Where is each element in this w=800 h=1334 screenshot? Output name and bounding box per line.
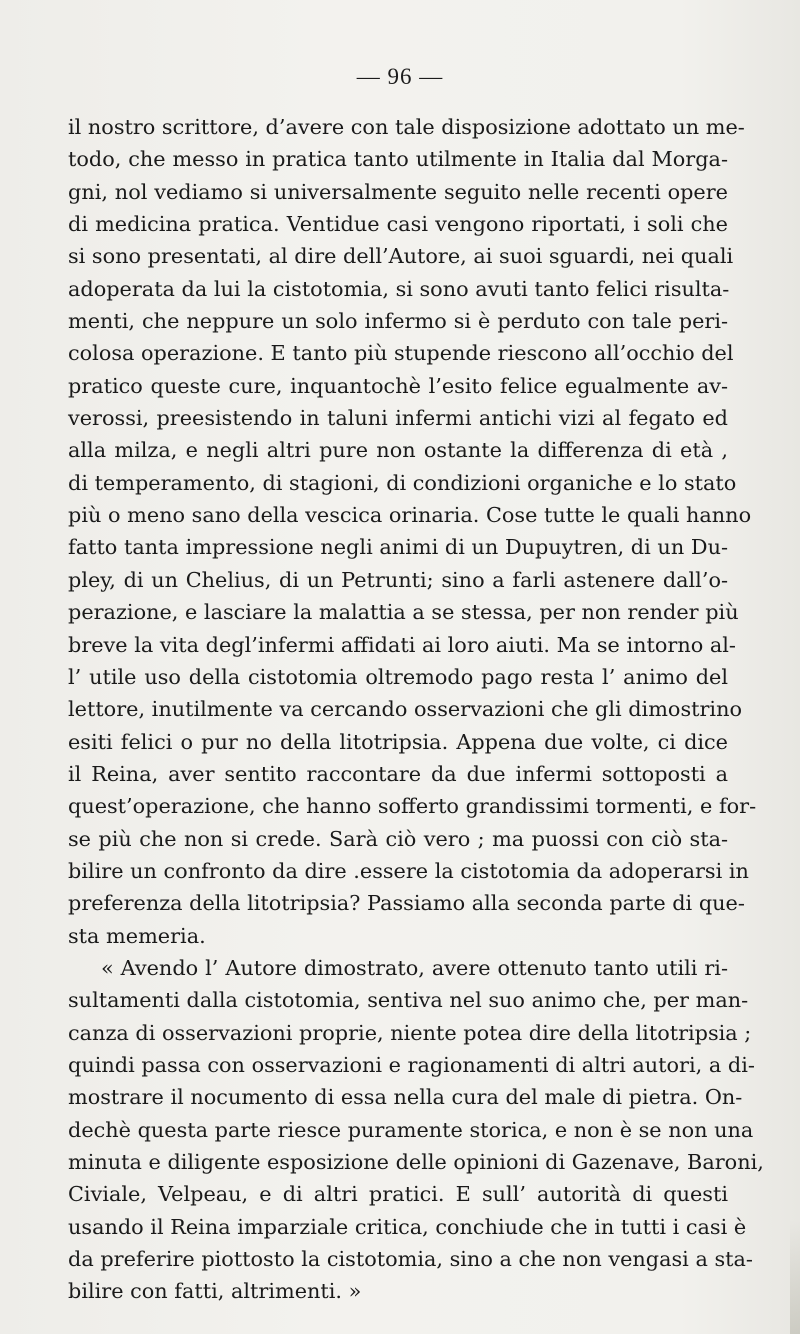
text-line: più o meno sano della vescica orinaria. Cose tutte le quali hanno: [68, 503, 752, 528]
text-line: « Avendo l’ Autore dimostrato, avere ottenuto tanto utili ri-: [101, 955, 728, 980]
text-line: bilire un confronto da dire .essere la cistotomia da adoperarsi in: [68, 858, 749, 883]
body-text: [68, 111, 764, 1308]
text-line: pratico queste cure, inquantochè l’esito felice egualmente av-: [68, 373, 728, 398]
text-line: Civiale, Velpeau, e di altri pratici. E sull’ autorità di questi: [68, 1182, 728, 1207]
text-line: sta memeria.: [68, 923, 206, 948]
text-line: il Reina, aver sentito raccontare da due infermi sottoposti a: [68, 761, 728, 786]
paragraph: [68, 952, 764, 1308]
text-line: bilire con fatti, altrimenti. »: [68, 1279, 362, 1304]
text-line: fatto tanta impressione negli animi di un Dupuytren, di un Du-: [68, 535, 728, 560]
text-line: esiti felici o pur no della litotripsia. Appena due volte, ci dice: [68, 729, 728, 754]
text-line: pley, di un Chelius, di un Petrunti; sino a farli astenere dall’o-: [68, 567, 728, 592]
text-line: dechè questa parte riesce puramente storica, e non è se non una: [68, 1117, 754, 1142]
text-line: quindi passa con osservazioni e ragionamenti di altri autori, a di-: [68, 1052, 755, 1077]
text-line: sultamenti dalla cistotomia, sentiva nel suo animo che, per man-: [68, 988, 749, 1013]
text-line: canza di osservazioni proprie, niente potea dire della litotripsia ;: [68, 1020, 752, 1045]
text-line: il nostro scrittore, d’avere con tale disposizione adottato un me-: [68, 115, 745, 139]
text-line: lettore, inutilmente va cercando osservazioni che gli dimostrino: [68, 697, 742, 722]
text-line: di temperamento, di stagioni, di condizioni organiche e lo stato: [68, 470, 737, 495]
text-line: alla milza, e negli altri pure non ostante la differenza di età ,: [68, 438, 728, 463]
text-line: mostrare il nocumento di essa nella cura del male di pietra. On-: [68, 1085, 743, 1110]
text-line: verossi, preesistendo in taluni infermi antichi vizi al fegato ed: [68, 406, 728, 431]
text-line: l’ utile uso della cistotomia oltremodo pago resta l’ animo del: [68, 664, 728, 689]
text-line: minuta e diligente esposizione delle opinioni di Gazenave, Baroni,: [68, 1150, 764, 1174]
text-line: quest’operazione, che hanno sofferto grandissimi tormenti, e for-: [68, 794, 757, 819]
paragraph: [68, 111, 757, 952]
text-line: colosa operazione. E tanto più stupende riescono all’occhio del: [68, 341, 734, 366]
text-line: adoperata da lui la cistotomia, si sono avuti tanto felici risulta-: [68, 276, 730, 301]
text-line: di medicina pratica. Ventidue casi vengono riportati, i soli che: [68, 212, 728, 237]
text-line: da preferire piottosto la cistotomia, sino a che non vengasi a sta-: [68, 1247, 753, 1272]
text-line: preferenza della litotripsia? Passiamo alla seconda parte di que-: [68, 891, 745, 916]
text-line: usando il Reina imparziale critica, conchiude che in tutti i casi è: [68, 1214, 747, 1239]
page-edge-shadow: [790, 1220, 800, 1334]
text-line: perazione, e lasciare la malattia a se stessa, per non render più: [68, 600, 739, 625]
text-line: se più che non si crede. Sarà ciò vero ; ma puossi con ciò sta-: [68, 826, 728, 851]
page-number: — 96 —: [356, 64, 444, 89]
text-line: breve la vita degl’infermi affidati ai loro aiuti. Ma se intorno al-: [68, 632, 736, 657]
text-line: todo, che messo in pratica tanto utilmente in Italia dal Morga-: [68, 147, 728, 172]
text-line: gni, nol vediamo si universalmente seguito nelle recenti opere: [68, 179, 728, 204]
text-line: si sono presentati, al dire dell’Autore, ai suoi sguardi, nei quali: [68, 244, 734, 269]
text-line: menti, che neppure un solo infermo si è perduto con tale peri-: [68, 309, 728, 334]
